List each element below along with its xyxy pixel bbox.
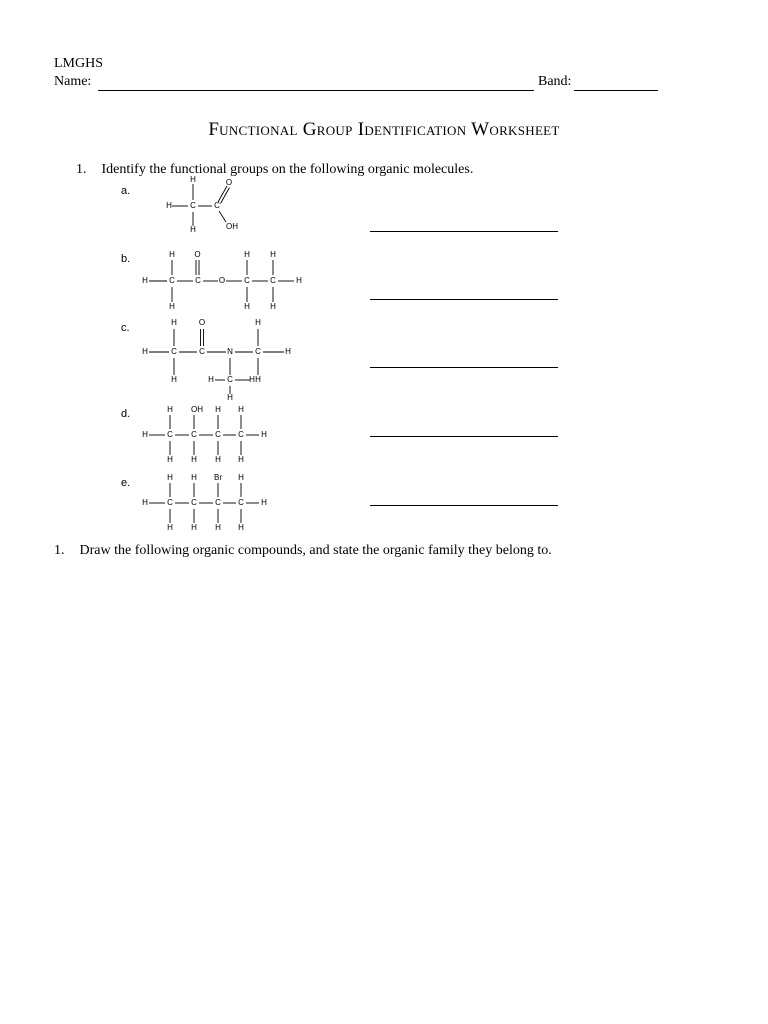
page-title: Functional Group Identification Worksheet [208,119,560,140]
atom-h: H [142,430,148,440]
answer-line-d[interactable] [370,436,558,437]
atom-h: H [285,347,291,357]
atom-oh: OH [226,222,238,232]
answer-line-b[interactable] [370,299,558,300]
atom-c: C [215,498,221,508]
atom-h: H [167,405,173,415]
atom-c: C [227,375,233,385]
atom-h: H [261,498,267,508]
atom-h: H [215,405,221,415]
atom-h: H [215,455,221,465]
molecule-b [140,249,310,313]
atom-c: C [191,430,197,440]
atom-c: C [167,430,173,440]
atom-h: H [166,201,172,211]
atom-h: H [171,318,177,328]
molecule-c [140,317,300,403]
atom-h: H [238,523,244,533]
question-2 [54,543,552,559]
atom-h: H [238,455,244,465]
school-name: LMGHS [54,56,104,71]
atom-h: H [167,523,173,533]
atom-h: H [296,276,302,286]
atom-h: H [270,250,276,260]
atom-c: C [167,498,173,508]
item-letter-e: e. [121,477,131,489]
atom-br: Br [214,473,222,483]
atom-h: H [169,250,175,260]
item-letter-b: b. [121,253,131,265]
atom-c: C [215,430,221,440]
atom-h: H [255,318,261,328]
question-1 [76,162,473,178]
atom-c: C [171,347,177,357]
question-text: Draw the following organic compounds, and state the organic family they belong to. [79,543,552,558]
atom-o: O [225,178,233,188]
question-number: 1. [54,543,65,558]
atom-h: H [255,375,261,385]
item-letter-c: c. [121,322,130,334]
item-letter-a: a. [121,185,131,197]
atom-c: C [238,498,244,508]
atom-c: C [238,430,244,440]
atom-c: C [255,347,261,357]
atom-h: H [208,375,214,385]
atom-c: C [169,276,175,286]
molecule-d [140,404,280,468]
atom-h: H [191,455,197,465]
atom-h: H [190,225,196,235]
atom-n: N [227,347,233,357]
atom-c: C [195,276,201,286]
answer-line-e[interactable] [370,505,558,506]
atom-c: C [199,347,205,357]
atom-o: O [218,276,226,286]
atom-o: O [198,318,206,328]
atom-h: H [244,250,250,260]
atom-oh: OH [191,405,203,415]
name-label: Name: [54,74,92,89]
atom-c: C [244,276,250,286]
atom-h: H [142,347,148,357]
atom-c: C [214,201,220,211]
atom-h: H [249,375,255,385]
atom-h: H [227,393,233,403]
atom-h: H [169,302,175,312]
atom-h: H [142,498,148,508]
atom-h: H [191,523,197,533]
atom-c: C [190,201,196,211]
atom-h: H [171,375,177,385]
atom-h: H [142,276,148,286]
question-text: Identify the functional groups on the following organic molecules. [101,162,474,177]
molecule-e [140,472,280,536]
question-number: 1. [76,162,87,177]
band-field[interactable] [574,90,658,91]
item-letter-d: d. [121,408,131,420]
name-field[interactable] [98,90,534,91]
answer-line-c[interactable] [370,367,558,368]
answer-line-a[interactable] [370,231,558,232]
atom-h: H [190,175,196,185]
atom-h: H [215,523,221,533]
atom-h: H [238,405,244,415]
molecule-a [160,172,250,236]
atom-h: H [167,455,173,465]
band-label: Band: [538,74,572,89]
atom-o: O [194,250,201,260]
atom-c: C [191,498,197,508]
atom-c: C [270,276,276,286]
atom-h: H [261,430,267,440]
atom-h: H [191,473,197,483]
atom-h: H [238,473,244,483]
atom-h: H [244,302,250,312]
atom-h: H [167,473,173,483]
atom-h: H [270,302,276,312]
